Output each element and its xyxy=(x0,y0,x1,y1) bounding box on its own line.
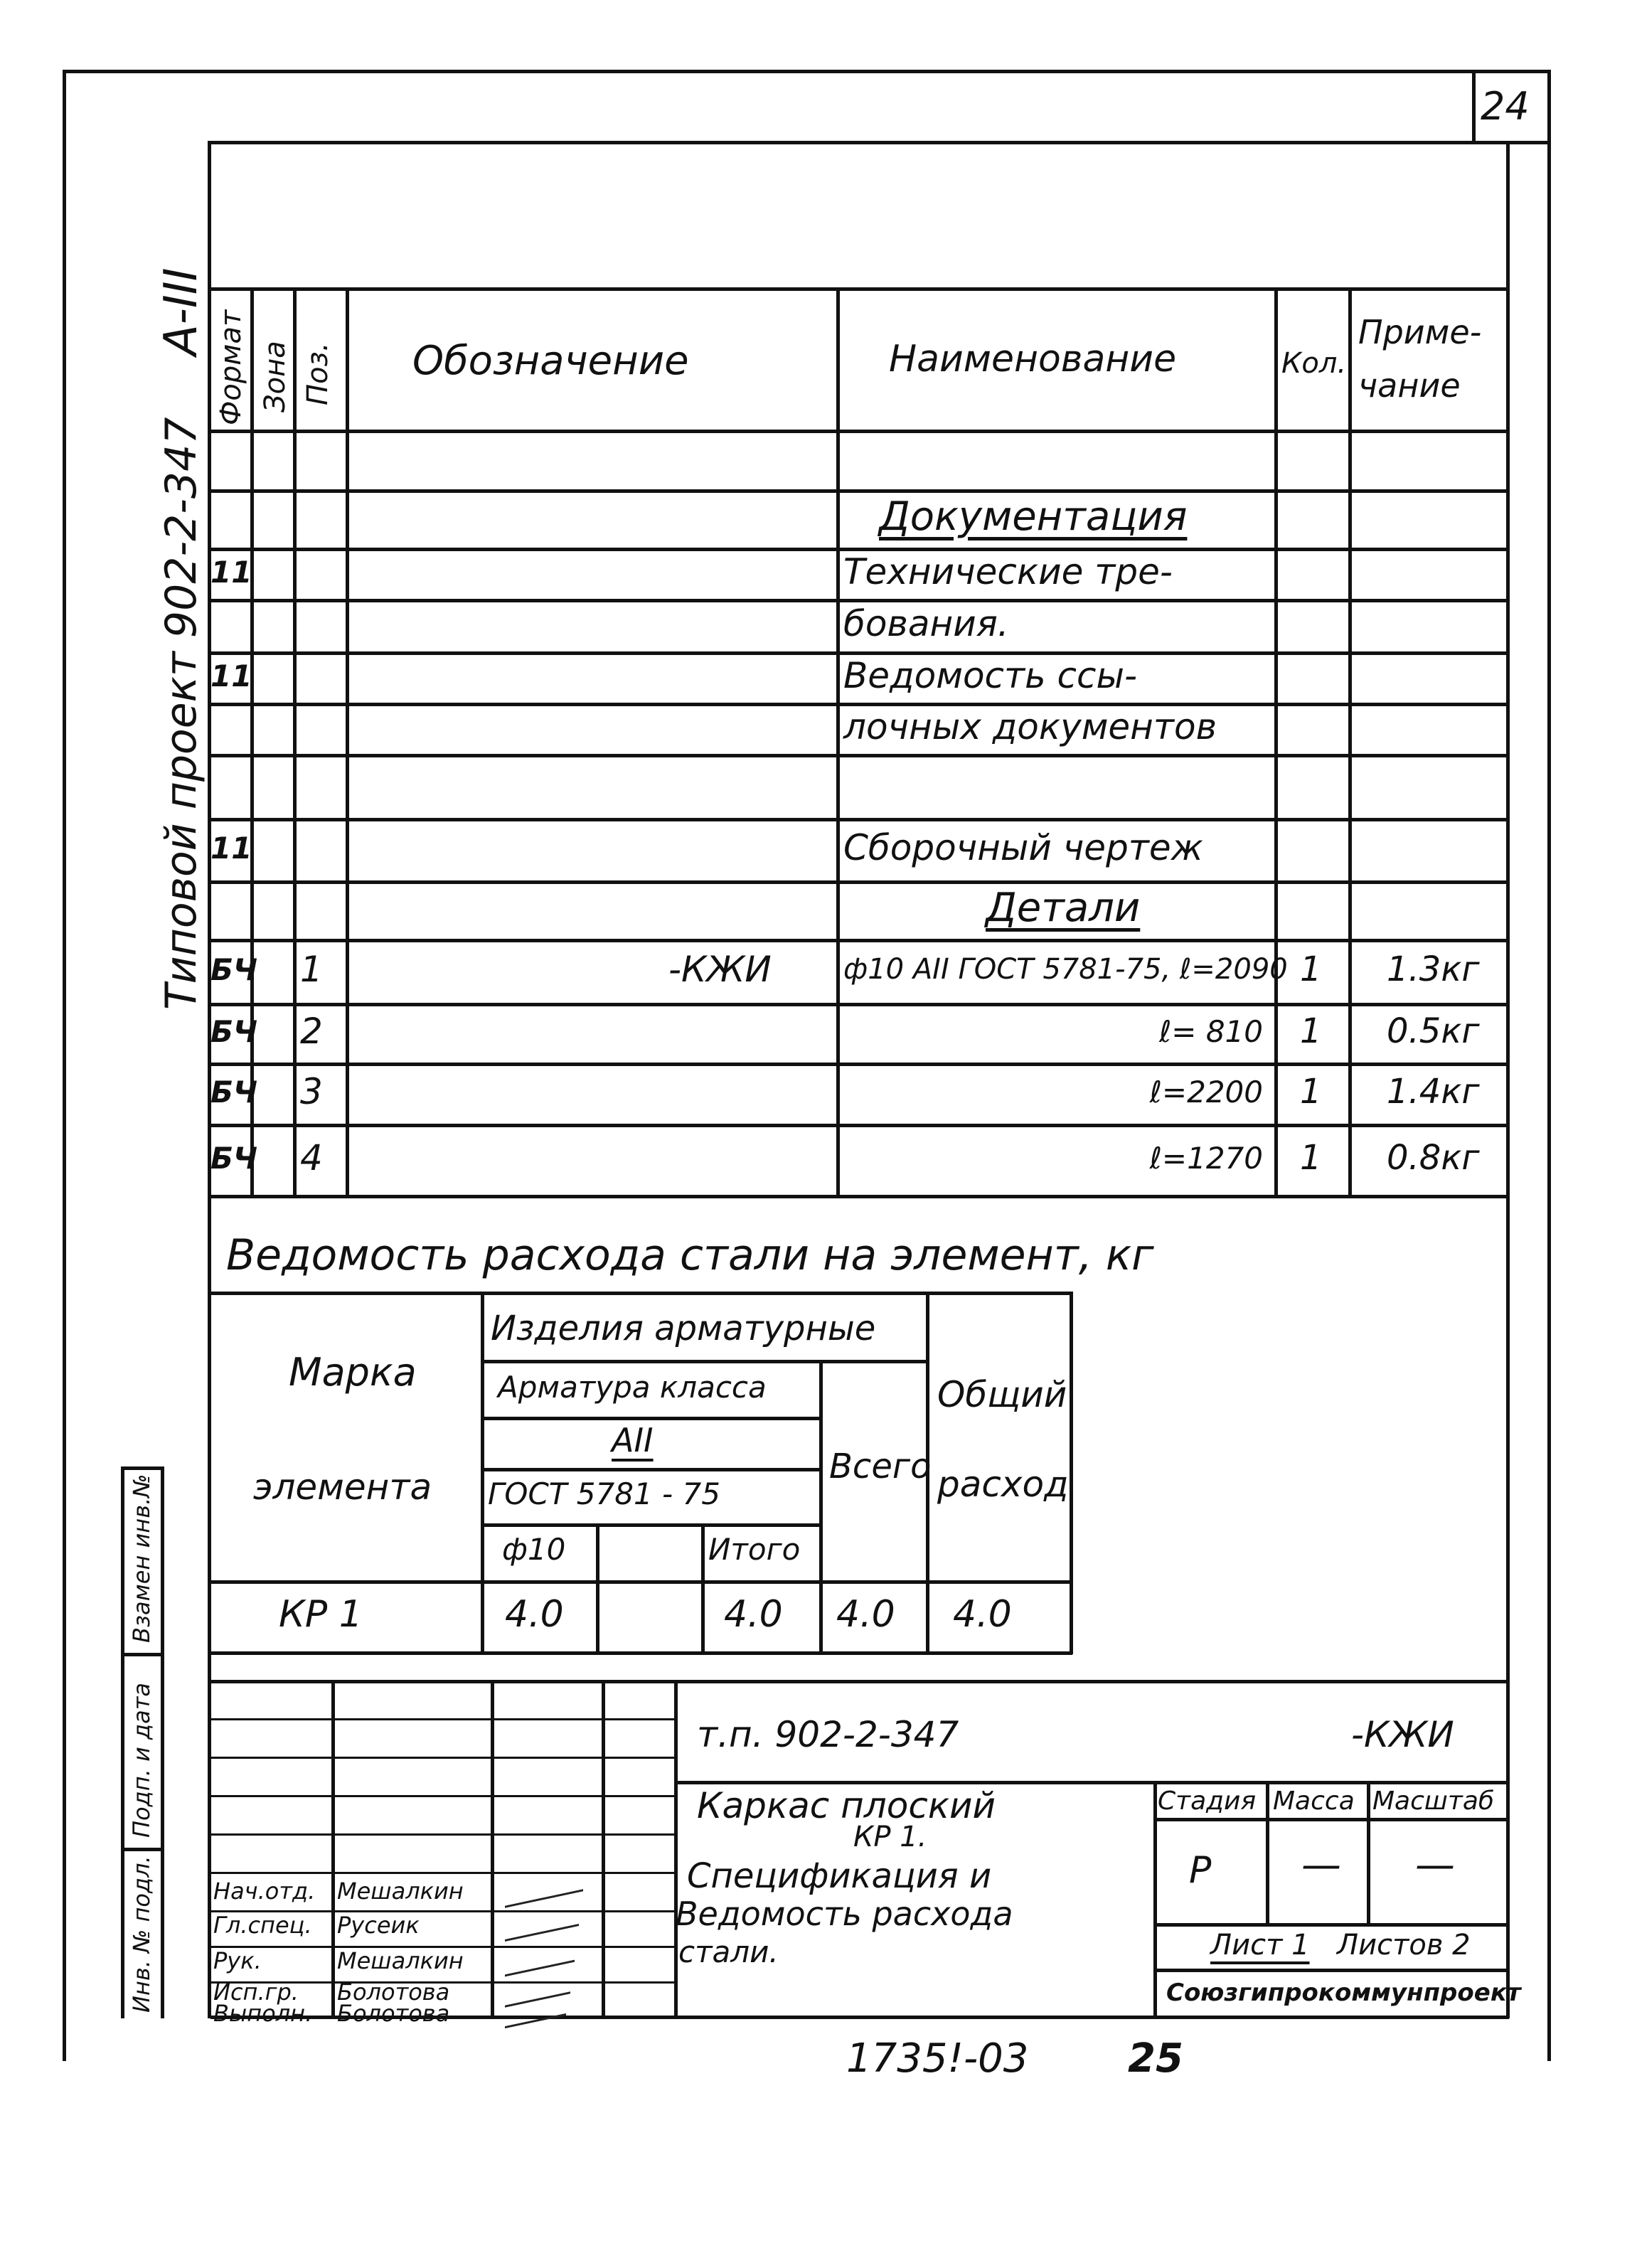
stamp-mass-right xyxy=(1367,1781,1370,1923)
stamp-sig-line xyxy=(210,1872,674,1874)
steel-row-overall: 4.0 xyxy=(953,1593,1012,1636)
steel-bottom xyxy=(210,1651,1072,1655)
spec-cell-name: бования. xyxy=(843,603,1009,644)
steel-line-products xyxy=(481,1360,929,1363)
spec-col-zone-left xyxy=(250,287,254,1195)
spec-col-note-left xyxy=(1348,287,1352,1195)
handwritten-signature xyxy=(505,1875,583,1907)
spec-col-pos-left xyxy=(293,287,297,1195)
spec-cell-name: ℓ=2200 xyxy=(1149,1075,1263,1109)
sheet-number-box-left xyxy=(1472,70,1476,141)
stamp-title-line4: Ведомость расхода xyxy=(676,1895,1013,1933)
spec-cell-note: 0.8кг xyxy=(1387,1138,1480,1178)
header-zone: Зона xyxy=(259,341,292,412)
steel-table-title: Ведомость расхода стали на элемент, кг xyxy=(226,1230,1154,1280)
steel-header-bottom xyxy=(210,1580,1072,1584)
stamp-title-line2: КР 1. xyxy=(853,1821,927,1853)
stamp-title-line5: стали. xyxy=(678,1934,779,1969)
steel-overall-line2: расход xyxy=(937,1464,1069,1505)
stamp-scale-value: — xyxy=(1415,1842,1455,1888)
stamp-sheets: Листов 2 xyxy=(1337,1929,1471,1961)
steel-row-d10: 4.0 xyxy=(505,1593,564,1636)
steel-line-gost xyxy=(481,1468,822,1471)
spec-cell-name: Ведомость ссы- xyxy=(843,655,1138,696)
stamp-title-right xyxy=(1153,1781,1157,2018)
stamp-sig-name: Болотова xyxy=(337,1979,450,2006)
spec-cell-name: лочных документов xyxy=(843,706,1217,747)
stamp-stage-value: Р xyxy=(1189,1849,1212,1892)
spec-cell-format: БЧ xyxy=(210,1141,257,1176)
steel-col-blank-right xyxy=(701,1523,705,1654)
spec-header-bottom xyxy=(208,430,1509,433)
side-label-sign: Подп. и дата xyxy=(128,1683,155,1838)
steel-line-class xyxy=(481,1417,822,1420)
spec-cell-qty: 1 xyxy=(1300,1072,1322,1112)
stamp-labels-bottom xyxy=(1153,1818,1509,1821)
spec-cell-format: 11 xyxy=(210,659,252,693)
side-label-inv: Инв. № подл. xyxy=(128,1856,155,2013)
steel-row-subtotal: 4.0 xyxy=(724,1593,783,1636)
stamp-sig-line xyxy=(210,1757,674,1759)
spec-cell-format: БЧ xyxy=(210,1075,257,1109)
spec-cell-name: ф10 АII ГОСТ 5781-75, ℓ=2090 xyxy=(843,953,1288,986)
spec-row-line xyxy=(208,1195,1509,1198)
steel-overall-line1: Общий xyxy=(937,1374,1067,1415)
stamp-sig-role: Исп.гр. xyxy=(213,1979,299,2006)
spec-col-qty-left xyxy=(1274,287,1278,1195)
outer-frame-right xyxy=(1547,70,1551,2061)
stamp-title-line1: Каркас плоский xyxy=(697,1785,996,1826)
stamp-sig-name: Мешалкин xyxy=(337,1947,464,1974)
stamp-values-bottom xyxy=(1153,1923,1509,1927)
steel-col-mark-right xyxy=(481,1292,484,1654)
stamp-sig-name: Болотова xyxy=(337,2000,450,2027)
inner-frame-right xyxy=(1506,141,1510,2018)
steel-line-d xyxy=(481,1523,822,1527)
spec-cell-note: 0.5кг xyxy=(1387,1011,1480,1051)
steel-total: Всего xyxy=(829,1447,932,1486)
stamp-scale-label: Масштаб xyxy=(1372,1787,1495,1816)
side-strip-inner xyxy=(161,1466,164,2018)
steel-row-total: 4.0 xyxy=(836,1593,895,1636)
steel-products: Изделия арматурные xyxy=(491,1309,876,1348)
spec-cell-qty: 1 xyxy=(1300,1138,1322,1178)
spec-cell-designation: -КЖИ xyxy=(668,949,772,990)
spec-cell-pos: 4 xyxy=(300,1137,323,1178)
spec-cell-qty: 1 xyxy=(1300,949,1322,989)
header-note-line2: чание xyxy=(1358,366,1461,405)
spec-header-top xyxy=(208,287,1509,291)
stamp-sig-col1 xyxy=(331,1680,335,2018)
spec-row-line xyxy=(208,1124,1509,1127)
spec-col-designation-left xyxy=(346,287,349,1195)
spec-col-name-left xyxy=(836,287,840,1195)
side-strip-div1 xyxy=(121,1653,164,1656)
spec-cell-name: Сборочный чертеж xyxy=(843,827,1203,868)
steel-mark-line1: Марка xyxy=(289,1350,417,1395)
steel-right xyxy=(1070,1292,1073,1654)
steel-d10: ф10 xyxy=(502,1532,566,1567)
stamp-title-line3: Спецификация и xyxy=(687,1856,992,1896)
spec-cell-format: БЧ xyxy=(210,952,257,987)
steel-col-total-left xyxy=(819,1360,823,1654)
stamp-stage-label: Стадия xyxy=(1158,1787,1257,1816)
stamp-sig-name: Мешалкин xyxy=(337,1878,464,1905)
spec-row-line xyxy=(208,754,1509,757)
steel-mark-line2: элемента xyxy=(253,1466,432,1508)
stamp-sig-role: Нач.отд. xyxy=(213,1878,316,1905)
spec-cell-qty: 1 xyxy=(1300,1011,1322,1051)
stamp-sig-line xyxy=(210,1718,674,1720)
archive-number: 1735!-03 xyxy=(846,2035,1029,2082)
stamp-sig-col3 xyxy=(602,1680,605,2018)
spec-cell-name: ℓ= 810 xyxy=(1158,1014,1263,1049)
header-designation: Обозначение xyxy=(412,338,689,384)
handwritten-signature xyxy=(505,1946,575,1977)
stamp-mass-value: — xyxy=(1301,1842,1341,1888)
stamp-main-left xyxy=(674,1680,678,2018)
stamp-mass-label: Масса xyxy=(1273,1787,1355,1816)
spec-cell-pos: 3 xyxy=(300,1071,323,1112)
spec-row-line xyxy=(208,599,1509,602)
stamp-org: Союзгипрокоммунпроект xyxy=(1166,1979,1521,2007)
stamp-stage-right xyxy=(1266,1781,1269,1923)
spec-cell-note: 1.3кг xyxy=(1387,949,1480,989)
stamp-sig-role: Гл.спец. xyxy=(213,1912,312,1939)
spec-cell-note: 1.4кг xyxy=(1387,1072,1480,1112)
handwritten-signature xyxy=(505,1910,579,1942)
spec-cell-name: Документация xyxy=(879,494,1188,540)
stamp-sheets-bottom xyxy=(1153,1969,1509,1972)
spec-row-line xyxy=(208,1003,1509,1006)
stamp-sheet: Лист 1 xyxy=(1210,1929,1310,1961)
steel-row-mark: КР 1 xyxy=(279,1593,363,1636)
spec-cell-name: Детали xyxy=(986,885,1141,931)
outer-frame-top xyxy=(63,70,1550,73)
spec-row-line xyxy=(208,939,1509,942)
steel-class: АII xyxy=(612,1421,654,1459)
steel-col-d10-right xyxy=(596,1523,599,1654)
steel-subtotal: Итого xyxy=(708,1532,801,1567)
inner-frame-top xyxy=(208,141,1509,144)
side-project-title: Типовой проект 902-2-347 xyxy=(156,417,206,1010)
stamp-sig-line xyxy=(210,1795,674,1797)
stamp-sig-name: Русеик xyxy=(337,1912,420,1939)
spec-cell-format: 11 xyxy=(210,831,252,866)
side-strip-outer xyxy=(121,1466,124,2018)
spec-cell-pos: 2 xyxy=(300,1011,323,1052)
spec-row-line xyxy=(208,489,1509,493)
header-note-line1: Приме- xyxy=(1358,313,1482,351)
side-label-replace: Взамен инв.№ xyxy=(128,1474,155,1643)
stamp-sig-role: Рук. xyxy=(213,1947,262,1974)
steel-gost: ГОСТ 5781 - 75 xyxy=(488,1476,720,1511)
stamp-top xyxy=(208,1680,1509,1683)
sheet-number: 24 xyxy=(1481,84,1530,129)
spec-cell-format: БЧ xyxy=(210,1014,257,1049)
sheet-bottom-number: 25 xyxy=(1128,2035,1183,2082)
header-qty: Кол. xyxy=(1281,347,1347,380)
spec-cell-pos: 1 xyxy=(300,949,323,990)
stamp-sig-line xyxy=(210,1833,674,1836)
stamp-sig-col2 xyxy=(491,1680,494,2018)
stamp-sig-role: Выполн. xyxy=(213,2000,313,2027)
spec-cell-name: Технические тре- xyxy=(843,551,1173,592)
steel-rebar-class: Арматура класса xyxy=(498,1370,767,1405)
spec-row-line xyxy=(208,818,1509,821)
stamp-code-bottom xyxy=(674,1781,1509,1784)
header-format: Формат xyxy=(215,309,247,425)
spec-row-line xyxy=(208,1063,1509,1066)
spec-cell-format: 11 xyxy=(210,555,252,590)
header-name: Наименование xyxy=(889,338,1177,380)
side-strip-div2 xyxy=(121,1848,164,1851)
side-format: А-III xyxy=(155,267,208,356)
stamp-project-code: т.п. 902-2-347 xyxy=(697,1714,959,1755)
steel-top xyxy=(210,1292,1072,1295)
spec-row-line xyxy=(208,880,1509,884)
spec-cell-name: ℓ=1270 xyxy=(1149,1141,1263,1176)
header-pos: Поз. xyxy=(302,342,334,405)
outer-frame-left xyxy=(63,70,66,2061)
stamp-doc-code: -КЖИ xyxy=(1351,1714,1454,1755)
side-strip-top xyxy=(121,1466,164,1470)
